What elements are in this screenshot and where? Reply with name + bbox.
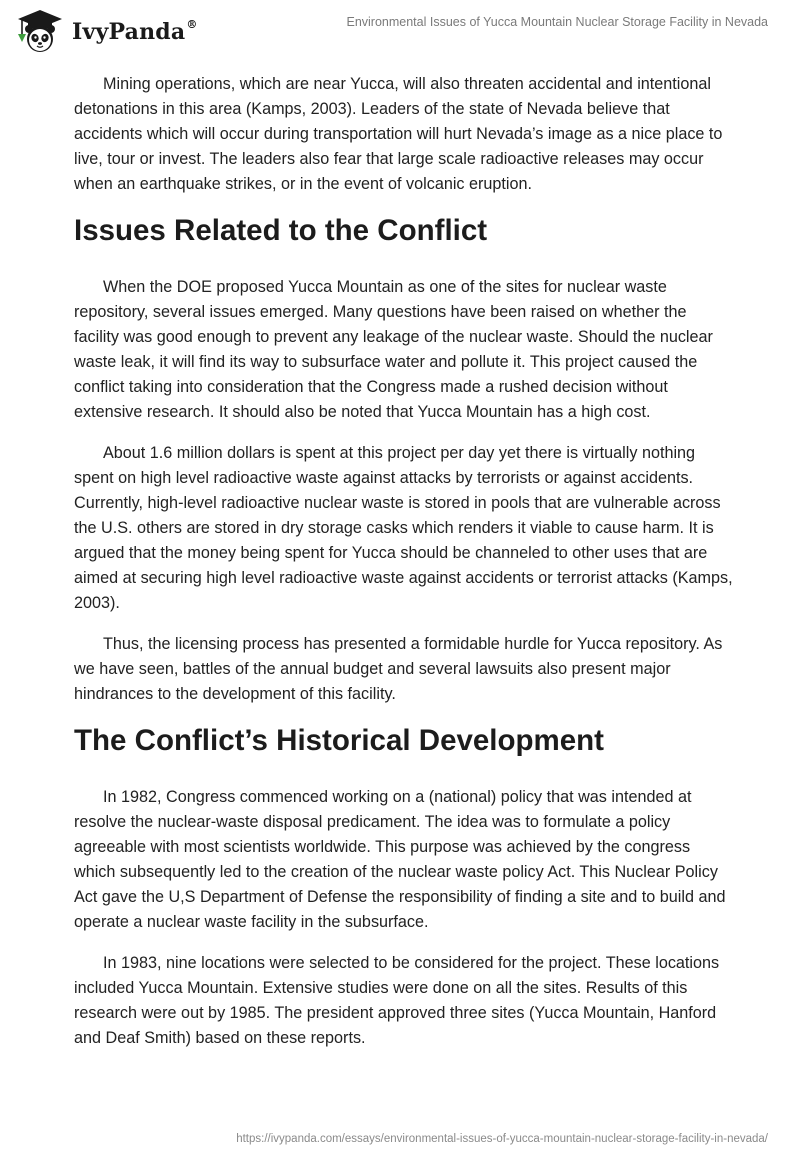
- paragraph-mining-operations: Mining operations, which are near Yucca, will also threaten accidental and intentional detonations in this area (Kamps, 2003). Leaders of the state of Nevada believe that accidents which will occur during transportation will hurt Nevada’s image as a nice place to live, tour or invest. The leaders also fear that large scale radioactive releases may occur when an earthquake strikes, or in the event of volcanic eruption.: [74, 75, 723, 193]
- page-header: [0, 0, 800, 60]
- logo-text: IvyPanda®: [72, 17, 198, 45]
- section-heading-history: The Conflict’s Historical Development: [74, 724, 605, 757]
- paragraph-1982-policy: In 1982, Congress commenced working on a (national) policy that was intended at resolve the nuclear-waste disposal predicament. The idea was to formulate a policy agreeable with most scientists worldwide. This purpose was achieved by the congress which subsequently led to the creation of the nuclear waste policy Act. This Nuclear Policy Act gave the U,S Department of Defense the responsibility of finding a site and to build and operate a nuclear waste facility in the subsurface.: [74, 788, 726, 931]
- panda-graduation-cap-icon: [14, 8, 66, 54]
- paragraph-1983-locations: In 1983, nine locations were selected to be considered for the project. These locations included Yucca Mountain. Extensive studies were done on all the sites. Results of this research were out by 1985. The president approved three sites (Yucca Mountain, Hanford and Deaf Smith) based on these reports.: [74, 954, 720, 1047]
- section-heading-issues: Issues Related to the Conflict: [74, 214, 488, 247]
- paragraph-licensing: Thus, the licensing process has presented a formidable hurdle for Yucca repository. As we have seen, battles of the annual budget and several lawsuits also present major hindrances to the development of this facility.: [74, 635, 723, 703]
- essay-body: [74, 72, 734, 1067]
- paragraph-project-cost: About 1.6 million dollars is spent at this project per day yet there is virtually nothing spent on high level radioactive waste against attacks by terrorists or against accidents. Currently, high-level radioactive nuclear waste is stored in pools that are vulnerable across the U.S. others are stored in dry storage casks which renders it viable to cause harm. It is argued that the money being spent for Yucca should be channeled to other uses that are aimed at securing high level radioactive waste against accidents or terrorist attacks (Kamps, 2003).: [74, 444, 733, 612]
- paragraph-doe-proposal: When the DOE proposed Yucca Mountain as one of the sites for nuclear waste repository, several issues emerged. Many questions have been raised on whether the facility was good enough to prevent any leakage of the nuclear waste. Should the nuclear waste leak, it will find its way to subsurface water and pollute it. This project caused the conflict taking into consideration that the Congress made a rushed decision without extensive research. It should also be noted that Yucca Mountain has a high cost.: [74, 278, 713, 421]
- document-title: Environmental Issues of Yucca Mountain Nuclear Storage Facility in Nevada: [346, 15, 768, 29]
- ivypanda-logo[interactable]: [14, 8, 198, 54]
- source-url[interactable]: https://ivypanda.com/essays/environmental-issues-of-yucca-mountain-nuclear-storage-facility-in-nevada/: [236, 1133, 768, 1145]
